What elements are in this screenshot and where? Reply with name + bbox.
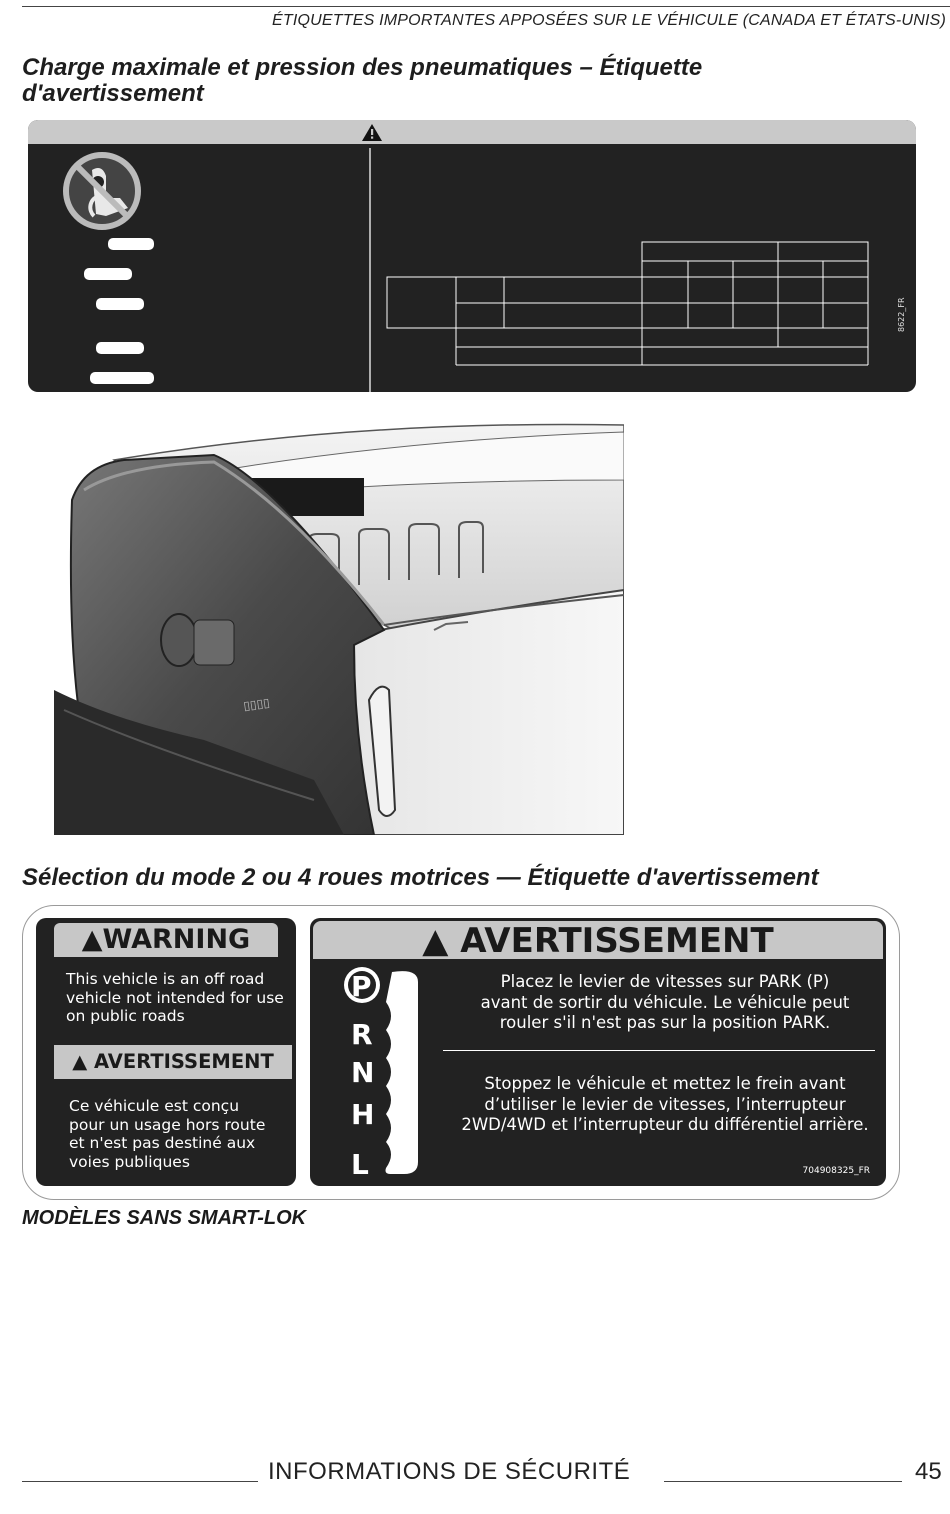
warning-triangle-icon: ▲ (72, 1050, 95, 1073)
tire-label-graphics (28, 120, 916, 392)
footer-rule-left (22, 1481, 258, 1482)
avertissement-panel (310, 918, 886, 1186)
model-caption: MODÈLES SANS SMART-LOK (22, 1207, 307, 1229)
text-bar (90, 372, 154, 384)
pressure-table-grid (387, 242, 868, 365)
svg-text:▯▯▯▯: ▯▯▯▯ (242, 695, 271, 713)
warning-triangle-icon: ▲ (422, 921, 449, 961)
warning-text-en: This vehicle is an off road vehicle not intended for use on public roads (66, 970, 284, 1025)
gear-p: P (351, 970, 372, 1003)
tire-pressure-warning-label (28, 120, 916, 392)
text-bar (84, 268, 132, 280)
running-header: ÉTIQUETTES IMPORTANTES APPOSÉES SUR LE VÉHICULE (CANADA ET ÉTATS-UNIS) (272, 12, 946, 29)
avertissement-heading-text: AVERTISSEMENT (460, 921, 774, 961)
warning-triangle-icon (362, 124, 382, 141)
label-code: 8622_FR (897, 297, 906, 332)
warning-heading-text: WARNING (102, 924, 251, 955)
avertissement-heading (313, 921, 883, 959)
gear-r: R (351, 1018, 373, 1051)
header-rule (22, 6, 950, 7)
gear-n: N (351, 1056, 375, 1089)
footer-section-title: INFORMATIONS DE SÉCURITÉ (268, 1458, 631, 1485)
label-code: 704908325_FR (802, 1166, 870, 1176)
text-bar (96, 342, 144, 354)
text-bar (96, 298, 144, 310)
vehicle-bed-illustration (54, 420, 624, 835)
page-number: 45 (915, 1458, 942, 1485)
instruction-divider (443, 1050, 875, 1051)
text-bar (108, 238, 154, 250)
section-title-tire-load (22, 55, 702, 107)
stop-instruction: Stoppez le véhicule et mettez le frein avant d’utiliser le levier de vitesses, l’interrupteur 2WD/4WD et l’interrupteur du différentiel arrière. (461, 1074, 869, 1134)
gear-shift-diagram (310, 960, 440, 1186)
warning-triangle-icon: ▲ (81, 924, 103, 955)
section-title-line1: Charge maximale et pression des pneumatiques – Étiquette (22, 54, 703, 81)
section-title-line2: d'avertissement (22, 80, 204, 107)
warning-text-fr: Ce véhicule est conçu pour un usage hors route et n'est pas destiné aux voies publiques (69, 1097, 266, 1171)
warning-heading (54, 923, 278, 957)
warning-panel (36, 918, 296, 1186)
gear-l: L (351, 1148, 369, 1181)
gear-h: H (351, 1098, 375, 1131)
park-instruction: Placez le levier de vitesses sur PARK (P) avant de sortir du véhicule. Le véhicule peut rouler s'il n'est pas sur la position PARK. (480, 972, 850, 1032)
avertissement-heading-small (54, 1045, 292, 1079)
no-passenger-icon (66, 155, 138, 227)
avertissement-heading-small-text: AVERTISSEMENT (94, 1050, 274, 1073)
section-title-2wd-4wd: Sélection du mode 2 ou 4 roues motrices — Étiquette d'avertissement (22, 864, 819, 891)
footer-rule-right (664, 1481, 902, 1482)
